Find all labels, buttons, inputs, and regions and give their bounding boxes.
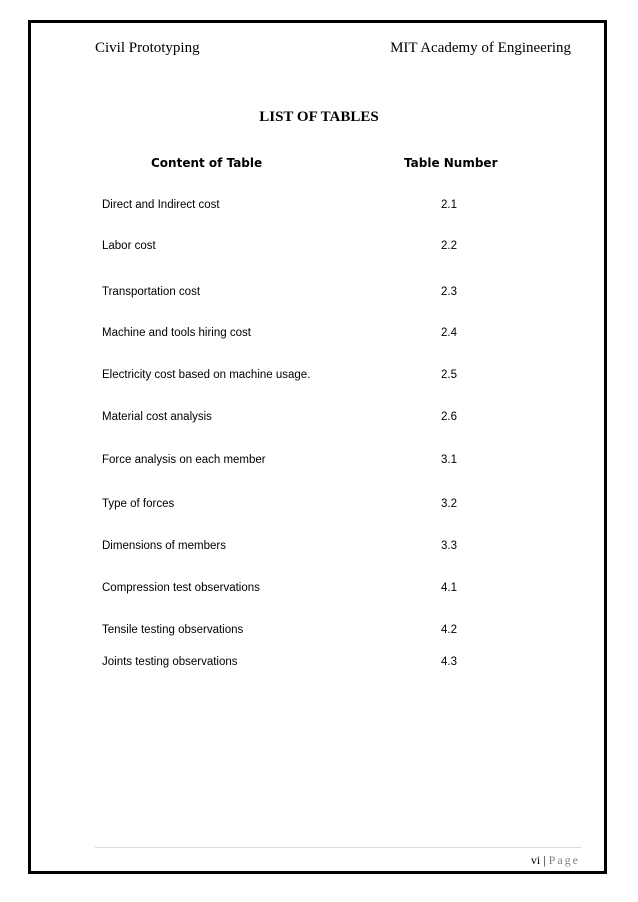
table-row bbox=[0, 537, 638, 555]
table-row-content: Electricity cost based on machine usage. bbox=[102, 369, 311, 381]
table-row-number: 3.2 bbox=[441, 498, 457, 510]
page-title: LIST OF TABLES bbox=[259, 109, 379, 125]
table-row bbox=[0, 621, 638, 639]
column-header-number: Table Number bbox=[404, 156, 498, 170]
table-row-number: 2.1 bbox=[441, 199, 457, 211]
column-header-content: Content of Table bbox=[151, 156, 263, 170]
table-row-number: 2.3 bbox=[441, 286, 457, 298]
table-row-content: Machine and tools hiring cost bbox=[102, 327, 251, 339]
table-row bbox=[0, 653, 638, 671]
table-row-content: Compression test observations bbox=[102, 582, 260, 594]
table-row-number: 4.2 bbox=[441, 624, 457, 636]
footer-page-number: vi bbox=[530, 853, 541, 867]
header-institution: MIT Academy of Engineering bbox=[390, 40, 571, 56]
table-row-content: Joints testing observations bbox=[102, 656, 238, 668]
table-row-content: Transportation cost bbox=[102, 286, 201, 298]
table-row-number: 4.3 bbox=[441, 656, 457, 668]
table-row-content: Type of forces bbox=[102, 498, 175, 510]
table-row-content: Material cost analysis bbox=[102, 411, 212, 423]
table-row-number: 2.6 bbox=[441, 411, 457, 423]
table-row bbox=[0, 451, 638, 469]
table-row-content: Dimensions of members bbox=[102, 540, 226, 552]
table-row bbox=[0, 579, 638, 597]
table-row bbox=[0, 366, 638, 384]
table-row bbox=[0, 283, 638, 301]
table-row-number: 4.1 bbox=[441, 582, 457, 594]
footer-separator: | bbox=[543, 853, 546, 867]
table-row-content: Direct and Indirect cost bbox=[102, 199, 220, 211]
table-row-number: 3.3 bbox=[441, 540, 457, 552]
table-row bbox=[0, 408, 638, 426]
footer-page-word: Page bbox=[548, 853, 580, 867]
table-row-content: Force analysis on each member bbox=[102, 454, 266, 466]
table-row bbox=[0, 495, 638, 513]
table-row-content: Tensile testing observations bbox=[102, 624, 244, 636]
table-row-number: 2.4 bbox=[441, 327, 457, 339]
footer-divider bbox=[95, 847, 581, 848]
table-row bbox=[0, 237, 638, 255]
table-row bbox=[0, 196, 638, 214]
page-border bbox=[28, 20, 607, 874]
header-course-title: Civil Prototyping bbox=[95, 40, 200, 56]
table-row-number: 2.5 bbox=[441, 369, 457, 381]
table-row-content: Labor cost bbox=[102, 240, 156, 252]
table-row bbox=[0, 324, 638, 342]
footer-page-label bbox=[531, 853, 580, 867]
table-row-number: 3.1 bbox=[441, 454, 457, 466]
table-row-number: 2.2 bbox=[441, 240, 457, 252]
